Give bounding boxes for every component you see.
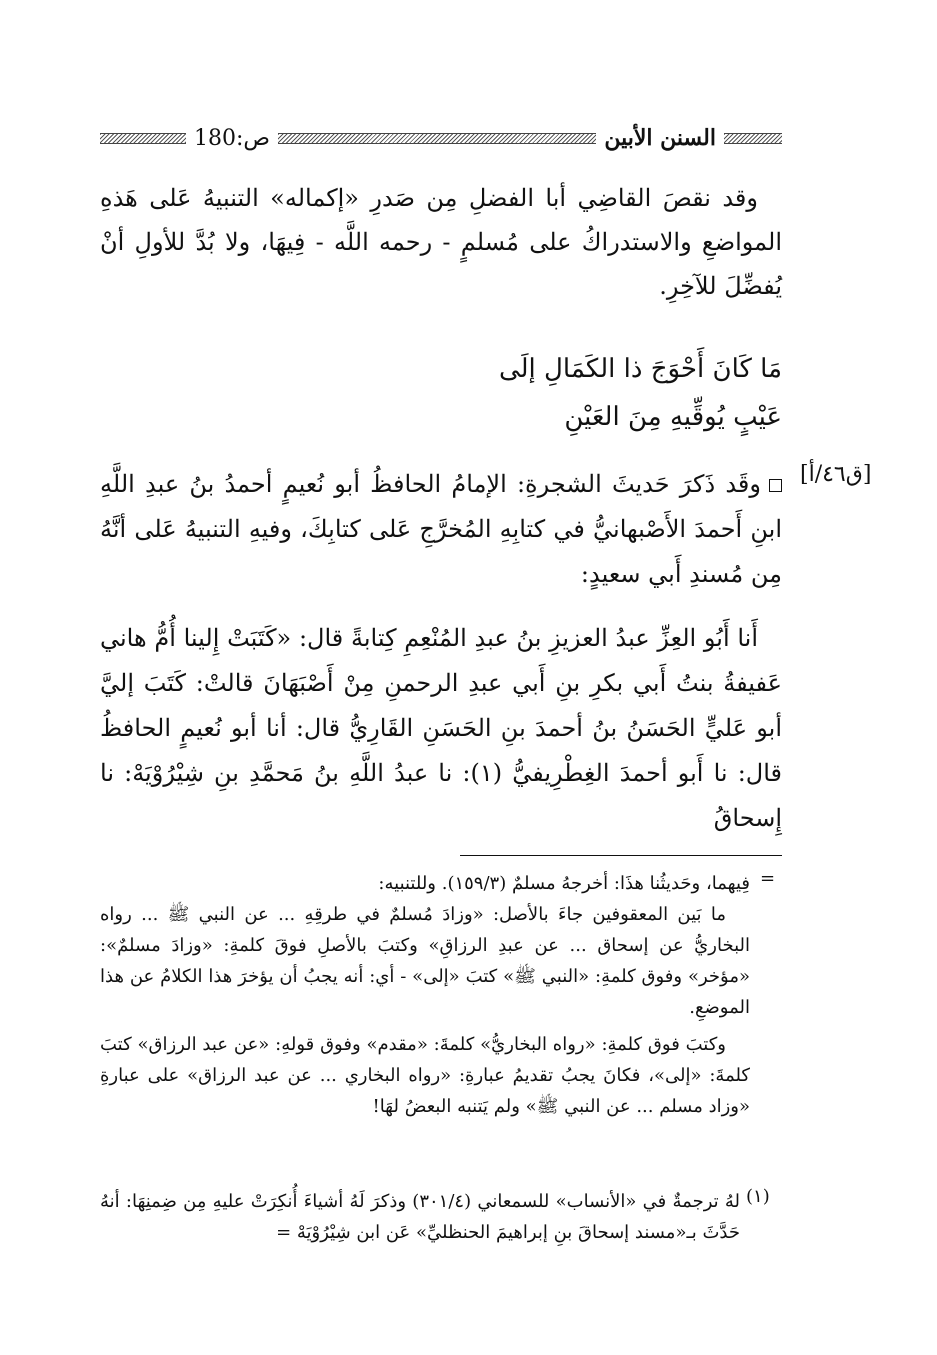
page-number: 180: [194, 125, 236, 151]
paragraph-2-text: وقَد ذَكرَ حَديثَ الشجرةِ: الإمامُ الحافظُ أبو نُعيمٍ أحمدُ بنُ عبدِ اللَّهِ ابنِ أَحمدَ الأَصْبهانيُّ في كتابِهِ المُخرَّجِ عَلى كتابِكَ، وفيهِ التنبيهُ عَلى أنَّهُ مِن مُسندِ أَبي سعيدٍ:: [100, 470, 782, 588]
header-ornament-right: [724, 133, 782, 144]
verse-line-1: مَا كَانَ أَحْوَجَ ذا الكَمَالِ إلَى: [498, 354, 782, 384]
header-ornament-middle: [278, 133, 596, 144]
footnote-continued-paragraph-2: وكتبَ فوق كلمةِ: «رواه البخاريُّ» كلمةَ: «مقدم» وفوق قولهِ: «عن عبد الرزاق» كتبَ كلمةَ: «إلى»، فكانَ يجبُ تقديمُ عبارةِ: «رواه البخاري ... عن عبد الرزاق» على عبارةِ «وزاد مسلم ... عن النبي ﷺ» ولم يَتنبه البعضُ لهَا!: [100, 1034, 750, 1117]
page-number-label: [186, 126, 278, 151]
page-label: ص:: [236, 125, 271, 151]
paragraph-1: وقد نقصَ القاضِي أبا الفضلِ مِن صَدرِ «إكماله» التنبيهُ عَلى هَذهِ المواضعِ والاستدراكُ على مُسلمٍ - رحمه اللَّه - فِيهَا، ولا بُدَّ للأولِ أنْ يُفضِّلَ للآخِرِ.: [100, 184, 782, 300]
main-text-section-3: [100, 616, 782, 841]
verse-line-2: عَيْبٍ يُوقِّيهِ مِنَ العَيْنِ: [564, 402, 782, 432]
footnote-continuation-mark: =: [760, 868, 776, 889]
footnote-continued: [100, 868, 750, 1122]
book-title: السنن الأبين: [604, 125, 716, 151]
running-header: [100, 120, 782, 156]
header-ornament-left: [100, 133, 186, 144]
footnote-separator: [460, 855, 782, 856]
footnote-1-number: (١): [746, 1186, 770, 1207]
section-marker-icon: [769, 479, 782, 492]
footnote-continued-body: ما بَين المعقوفين جاءَ بالأصل: «وزادَ مُسلمٌ في طرقِهِ ... عن النبي ﷺ ... رواه البخاريُّ عن إسحاق ... عن عبدِ الرزاقِ» وكتبَ بالأصلِ فوقَ كلمةِ: «وزادَ مسلمٌ»: «مؤخر» وفوق كلمةِ: «النبي ﷺ» كتبَ «إلى» - أي: أنه يجبُ أن يؤخرَ هذا الكلامُ عن هذا الموضعِ.: [100, 904, 750, 1018]
footnote-1-text: لهُ ترجمةٌ في «الأنساب» للسمعاني (٣٠١/٤) وذكرَ لَهُ أشياءَ أُنكِرَتْ عليهِ مِن ضِمنِهَا: أنهُ حَدَّثَ بـ«مسند إسحاقَ بنِ إبراهيمَ الحنظليِّ» عَن ابن شِيْرُوْيَهْ =: [100, 1191, 741, 1243]
main-text-section-2: [100, 462, 782, 597]
paragraph-2: [100, 462, 782, 597]
footnote-1: [100, 1186, 740, 1248]
manuscript-folio-reference: [ق٤٦/أ]: [800, 462, 872, 487]
main-text-section-1: [100, 176, 782, 308]
paragraph-3: أَنا أَبُو العِزِّ عبدُ العزيزِ بنُ عبدِ المُنْعِمِ كِتابةً قال: «كَتَبَتْ إِلينا أُمُّ هاني عَفيفةُ بنتُ أَبي بكرِ بنِ أَبي عبدِ الرحمنِ مِنْ أَصْبَهَانَ قالتْ: كَتَبَ إليَّ أبو عَليٍّ الحَسَنُ بنُ أحمدَ بنِ الحَسَنِ القَارِيُّ قال: أنا أبو نُعيمٍ الحافظُ قال: نا أَبو أحمدَ الغِطْرِيفيُّ (١): نا عبدُ اللَّهِ بنُ مَحمَّدِ بنِ شِيْرُوْيَهْ: نا إِسحاقُ: [100, 624, 783, 832]
footnote-continued-line-1: فِيهما، وحَديثُنا هذَا: أخرجهُ مسلمٌ (١٥٩/٣). وللتنبيه:: [378, 873, 750, 894]
